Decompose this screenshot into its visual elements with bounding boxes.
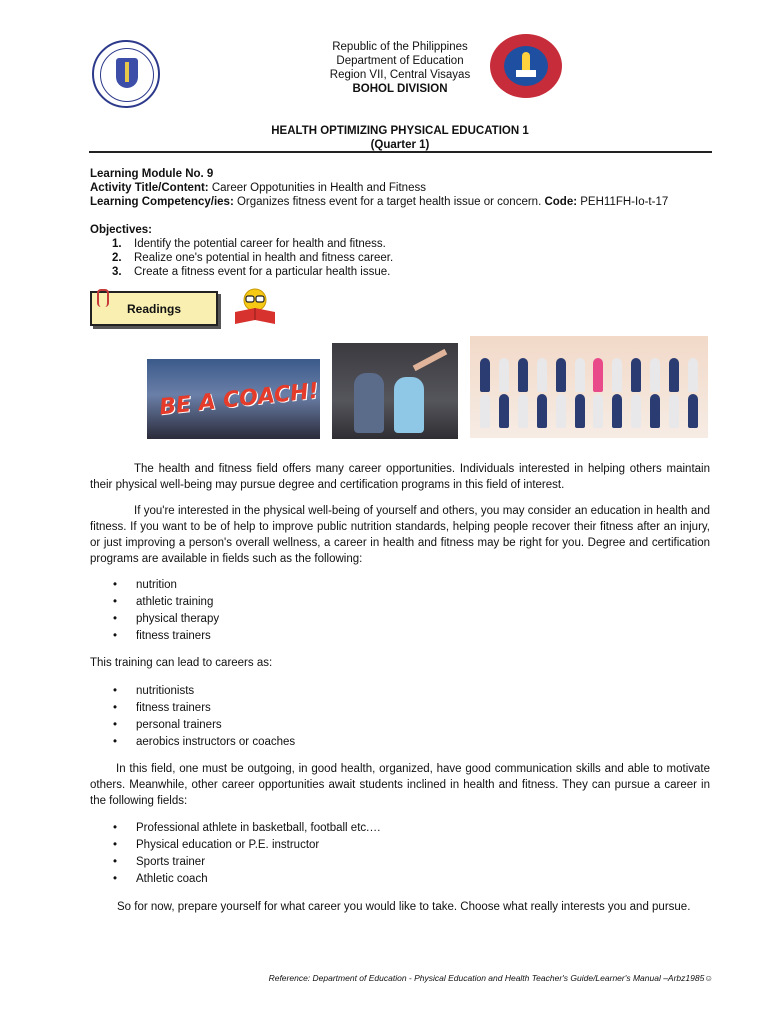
team-member — [669, 394, 679, 428]
deped-seal-logo — [92, 40, 160, 108]
team-member — [669, 358, 679, 392]
team-front-row — [480, 394, 698, 428]
header-division: BOHOL DIVISION — [352, 83, 448, 95]
team-member — [650, 394, 660, 428]
team-member — [518, 394, 528, 428]
readings-label-box — [90, 291, 218, 326]
team-member — [688, 358, 698, 392]
team-member — [631, 358, 641, 392]
team-member — [688, 394, 698, 428]
team-member — [556, 358, 566, 392]
paragraph-careers-intro: This training can lead to careers as: — [90, 657, 273, 669]
paragraph-education — [90, 503, 710, 567]
team-member — [556, 394, 566, 428]
activity-value: Career Oppotunities in Health and Fitness — [208, 182, 426, 194]
team-member — [537, 358, 547, 392]
list-item: • Athletic coach — [90, 871, 381, 888]
reading-emoji-icon — [233, 286, 277, 326]
list-item: • Physical education or P.E. instructor — [90, 837, 381, 854]
team-member — [575, 358, 585, 392]
paragraph-text: If you're interested in the physical well-being of yourself and others, you may consider an education in health and fitness. If you want to be of help to improve public nutrition standards, helping people recover their fitness after an injury, or just improving a person's overall wellness, a career in health and fitness may be right for you. Degree and certification programs are available in fields such as the following: — [90, 505, 710, 565]
paperclip-icon — [97, 289, 109, 307]
objectives-heading: Objectives: — [90, 224, 152, 236]
fitness-trainer-photo — [332, 343, 458, 439]
team-member — [593, 394, 603, 428]
objectives-list — [90, 237, 393, 279]
objective-text: Identify the potential career for health and fitness. — [134, 238, 386, 250]
list-item: • personal trainers — [90, 717, 295, 734]
team-member — [499, 358, 509, 392]
quarter-title: (Quarter 1) — [370, 139, 430, 151]
seal-torch-icon — [125, 62, 129, 82]
paragraph-closing — [90, 899, 710, 915]
list-item: • aerobics instructors or coaches — [90, 734, 295, 751]
objective-number: 1. — [112, 238, 122, 250]
code-label: Code: — [544, 196, 578, 208]
paragraph-qualities — [90, 761, 710, 809]
team-member — [518, 358, 528, 392]
header-republic: Republic of the Philippines — [332, 41, 468, 53]
stretch-arm — [413, 349, 448, 371]
activity-label: Activity Title/Content: — [90, 182, 209, 194]
title-divider — [89, 151, 712, 153]
trainee-figure — [394, 377, 424, 433]
career-fields-list — [90, 820, 381, 888]
readings-label: Readings — [126, 301, 181, 316]
list-item: • Sports trainer — [90, 854, 381, 871]
team-member — [480, 394, 490, 428]
module-number: Learning Module No. 9 — [90, 168, 214, 180]
header-department: Department of Education — [336, 55, 464, 67]
competency-label: Learning Competency/ies: — [90, 196, 234, 208]
team-member — [612, 394, 622, 428]
team-member — [650, 358, 660, 392]
learning-competency — [90, 195, 668, 209]
objective-text: Realize one's potential in health and fitness career. — [134, 252, 394, 264]
code-value: PEH11FH-Io-t-17 — [577, 196, 669, 208]
objective-text: Create a fitness event for a particular health issue. — [134, 266, 391, 278]
team-member — [575, 394, 585, 428]
list-item: • Professional athlete in basketball, football etc.… — [90, 820, 381, 837]
team-member — [499, 394, 509, 428]
paragraph-text: The health and fitness field offers many career opportunities. Individuals interested in helping others maintain their physical well-being may pursue degree and certification programs in this field of interest. — [90, 463, 710, 491]
reference-footnote: Reference: Department of Education - Physical Education and Health Teacher's Guide/Learner's Manual –Arbz1985☺ — [268, 973, 713, 983]
objective-number: 3. — [112, 266, 122, 278]
paragraph-text: So for now, prepare yourself for what career you would like to take. Choose what really interests you and pursue. — [117, 901, 691, 913]
list-item: • nutritionists — [90, 683, 295, 700]
be-a-coach-photo — [147, 359, 320, 439]
objective-item — [90, 251, 393, 265]
team-member — [480, 358, 490, 392]
activity-title — [90, 181, 426, 195]
team-back-row — [480, 358, 698, 392]
list-item: • nutrition — [90, 577, 219, 594]
paragraph-text: In this field, one must be outgoing, in good health, organized, have good communication skills and able to motivate others. Meanwhile, other career opportunities await students inclined in health and fitness. They can pursue a career in the following fields: — [90, 763, 710, 807]
team-group-photo — [470, 336, 708, 438]
list-item: • fitness trainers — [90, 628, 219, 645]
coach-banner-text: BE A COACH! — [158, 378, 320, 421]
subject-title: HEALTH OPTIMIZING PHYSICAL EDUCATION 1 — [271, 125, 529, 137]
competency-value: Organizes fitness event for a target health issue or concern. — [233, 196, 545, 208]
careers-list — [90, 683, 295, 751]
header-region: Region VII, Central Visayas — [329, 69, 471, 81]
list-item: • athletic training — [90, 594, 219, 611]
objective-item — [90, 265, 393, 279]
list-item: • physical therapy — [90, 611, 219, 628]
team-member — [537, 394, 547, 428]
trainer-figure — [354, 373, 384, 433]
programs-list — [90, 577, 219, 645]
team-member — [631, 394, 641, 428]
list-item: • fitness trainers — [90, 700, 295, 717]
team-member — [593, 358, 603, 392]
objective-number: 2. — [112, 252, 122, 264]
paragraph-intro — [90, 461, 710, 493]
objective-item — [90, 237, 393, 251]
team-member — [612, 358, 622, 392]
